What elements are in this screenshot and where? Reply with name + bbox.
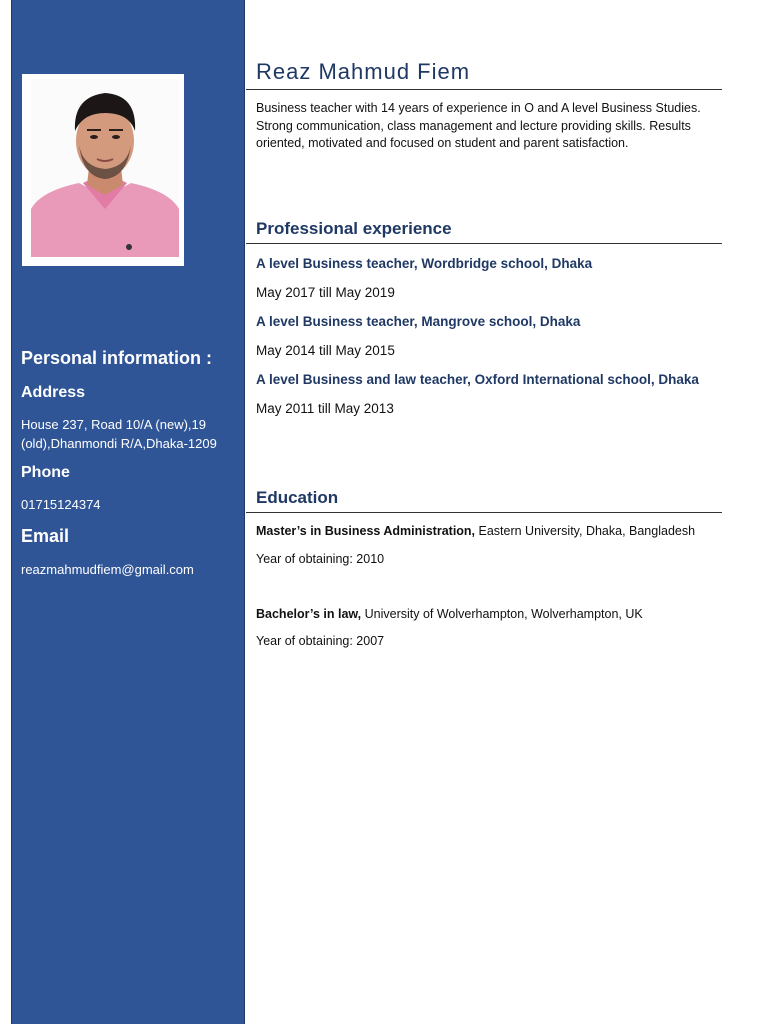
person-portrait-icon [31,79,179,257]
divider [246,89,722,90]
job-dates: May 2011 till May 2013 [256,401,394,416]
divider [246,512,722,513]
degree-name: Master’s in Business Administration, [256,524,476,538]
degree-name: Bachelor’s in law, [256,607,362,621]
education-entry [256,524,695,538]
education-entry [256,607,643,621]
profile-photo [31,79,179,257]
job-title: A level Business and law teacher, Oxford International school, Dhaka [256,372,699,387]
email-label: Email [21,526,70,546]
address-value: House 237, Road 10/A (new),19 (old),Dhanmondi R/A,Dhaka-1209 [21,417,217,451]
page-title: Reaz Mahmud Fiem [256,59,471,84]
profile-photo-frame [22,74,184,266]
email-value[interactable]: reazmahmudfiem@gmail.com [21,562,194,577]
divider [246,243,722,244]
education-year: Year of obtaining: 2007 [256,634,385,648]
education-year: Year of obtaining: 2010 [256,552,385,566]
job-title: A level Business teacher, Wordbridge school, Dhaka [256,256,593,271]
address-label: Address [21,384,86,401]
phone-label: Phone [21,464,70,481]
institution: University of Wolverhampton, Wolverhampton, UK [361,607,643,621]
summary: Business teacher with 14 years of experience in O and A level Business Studies. Strong communication, class management and lecture providing skills. Results oriented, motivated and focused on student and parent satisfaction. [256,101,701,150]
job-dates: May 2014 till May 2015 [256,343,395,358]
experience-heading: Professional experience [256,219,452,238]
sidebar [11,0,245,1024]
phone-value: 01715124374 [21,497,101,512]
institution: Eastern University, Dhaka, Bangladesh [475,524,696,538]
job-title: A level Business teacher, Mangrove school, Dhaka [256,314,581,329]
job-dates: May 2017 till May 2019 [256,285,395,300]
education-heading: Education [256,488,339,507]
personal-information-heading: Personal information : [21,348,213,368]
